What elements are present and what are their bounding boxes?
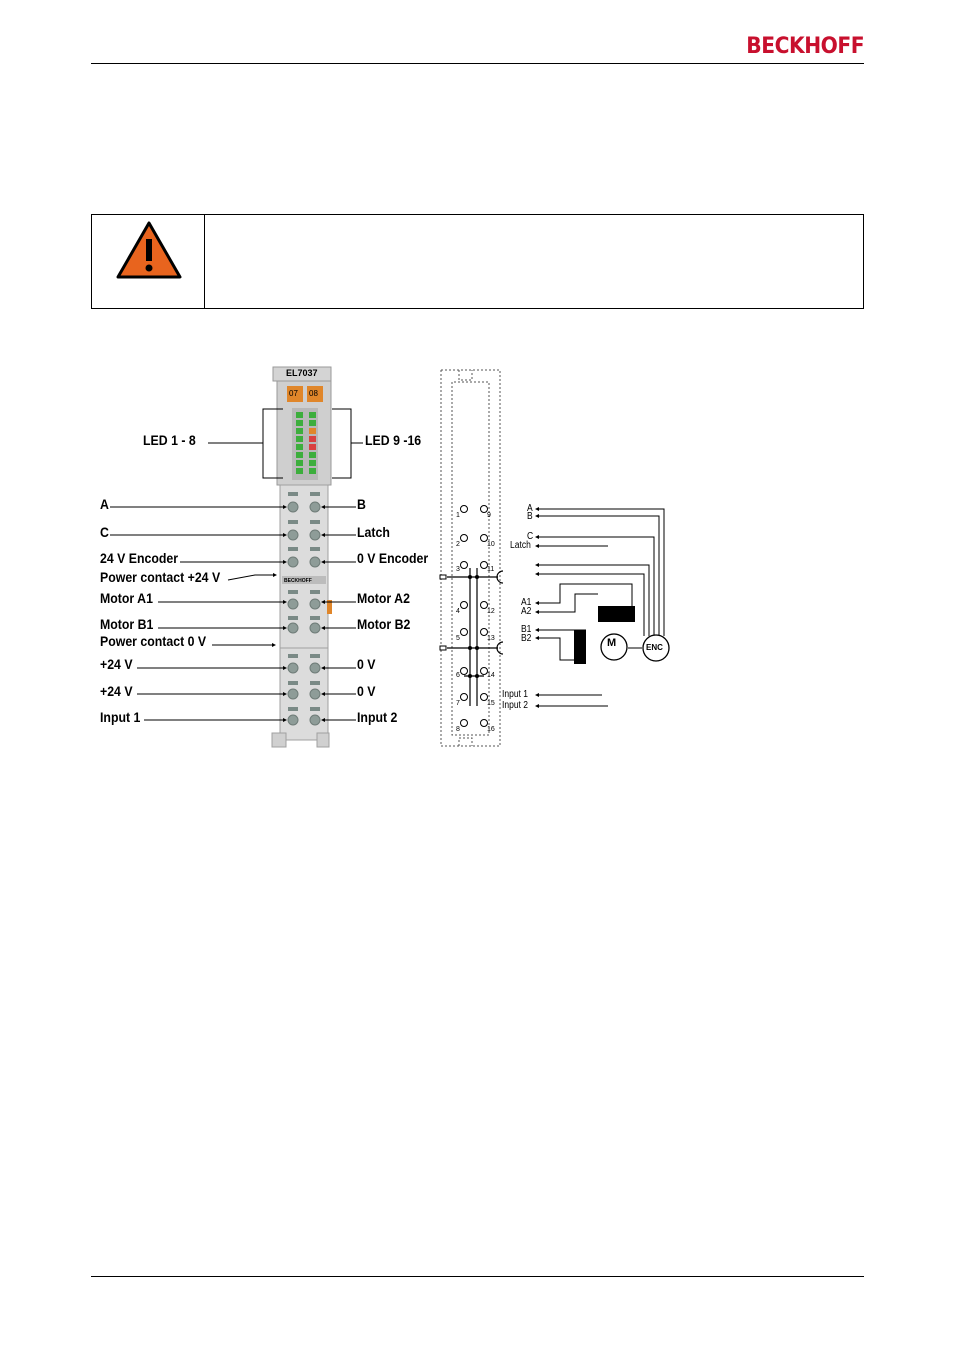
terminal-number: 7 — [456, 700, 460, 707]
label-0v-1: 0 V — [357, 656, 376, 672]
label-motor-b1: Motor B1 — [100, 616, 154, 632]
schematic-label-a1: A1 — [521, 597, 532, 608]
terminal-module — [272, 367, 332, 747]
label-led-9-16: LED 9 -16 — [365, 432, 422, 448]
label-a: A — [100, 496, 109, 512]
terminal-number: 3 — [456, 566, 460, 573]
schematic-label-a2: A2 — [521, 606, 532, 617]
label-led-1-8: LED 1 - 8 — [143, 432, 196, 448]
terminal-number: 13 — [487, 635, 495, 642]
terminal-number: 6 — [456, 672, 460, 679]
label-24v-encoder: 24 V Encoder — [100, 550, 179, 566]
terminal-number: 14 — [487, 672, 495, 679]
footer-rule — [91, 1276, 864, 1277]
label-motor-a2: Motor A2 — [357, 590, 410, 606]
schematic-label-latch: Latch — [510, 540, 531, 551]
terminal-number: 11 — [487, 566, 495, 573]
led-tab-08-label: 08 — [309, 389, 318, 398]
label-power-contact-24v: Power contact +24 V — [100, 569, 221, 585]
schematic-label-a: A — [527, 503, 533, 514]
terminal-number: 1 — [456, 512, 460, 519]
schematic-label-input-2: Input 2 — [502, 700, 529, 711]
terminal-number: 15 — [487, 700, 495, 707]
schematic-label-c: C — [527, 531, 534, 542]
schematic-label-b: B — [527, 511, 533, 522]
terminal-number: 12 — [487, 608, 495, 615]
motor-label: M — [607, 637, 617, 649]
terminal-number: 4 — [456, 608, 460, 615]
label-b: B — [357, 496, 366, 512]
label-input-1: Input 1 — [100, 709, 141, 725]
terminal-number: 10 — [487, 541, 495, 548]
left-leader-lines — [110, 507, 283, 720]
terminal-number: 9 — [487, 512, 491, 519]
label-input-2: Input 2 — [357, 709, 398, 725]
coil-a — [598, 606, 635, 622]
schematic-label-b1: B1 — [521, 624, 532, 635]
label-power-contact-0v: Power contact 0 V — [100, 633, 207, 649]
terminal-number: 5 — [456, 635, 460, 642]
label-plus24v-2: +24 V — [100, 683, 133, 699]
beckhoff-logo: BECKHOFF — [746, 34, 864, 59]
label-0v-2: 0 V — [357, 683, 376, 699]
coil-b — [574, 630, 586, 664]
module-brand-strip: BECKHOFF — [284, 578, 312, 584]
label-latch: Latch — [357, 524, 390, 540]
schematic-label-b2: B2 — [521, 633, 532, 644]
terminal-number: 2 — [456, 541, 460, 548]
label-motor-b2: Motor B2 — [357, 616, 411, 632]
label-0v-encoder: 0 V Encoder — [357, 550, 429, 566]
schematic-label-input-1: Input 1 — [502, 689, 529, 700]
terminal-number: 8 — [456, 726, 460, 733]
encoder-label: ENC — [646, 643, 663, 652]
schematic-terminals — [461, 506, 488, 727]
label-motor-a1: Motor A1 — [100, 590, 153, 606]
label-c: C — [100, 524, 109, 540]
led-tab-07-label: 07 — [289, 389, 298, 398]
label-plus24v-1: +24 V — [100, 656, 133, 672]
terminal-number: 16 — [487, 726, 495, 733]
module-model: EL7037 — [286, 368, 318, 378]
